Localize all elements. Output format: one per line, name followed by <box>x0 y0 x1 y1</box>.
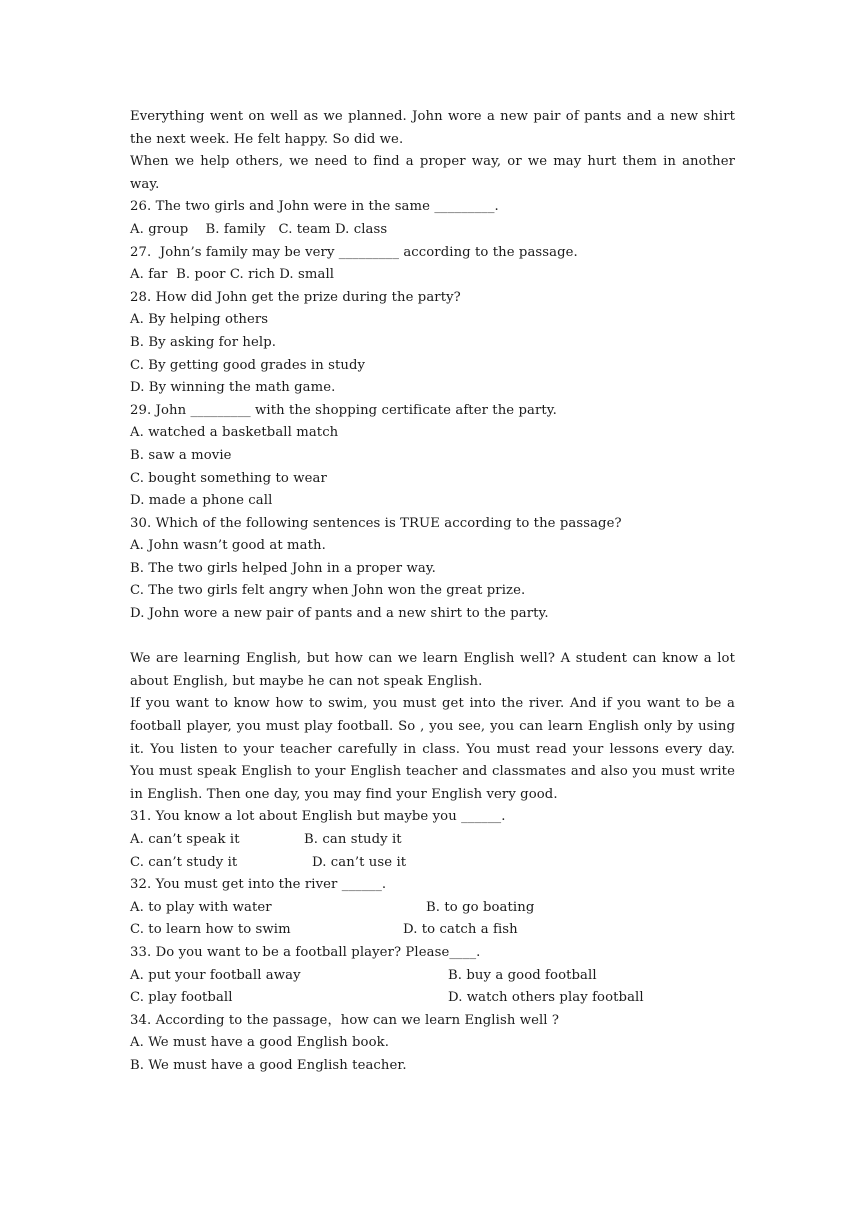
question-29-option-b: B. saw a movie <box>130 447 232 463</box>
question-31-options-row <box>130 852 735 875</box>
question-33-option-a: A. put your football away <box>130 967 301 983</box>
question-34-option-a: A. We must have a good English book. <box>130 1035 390 1051</box>
question-32-option-c: C. to learn how to swim <box>130 922 291 938</box>
question-30-option-b: B. The two girls helped John in a proper way. <box>130 560 436 576</box>
question-31-option-d: D. can’t use it <box>312 854 407 870</box>
question-31-options-row <box>130 829 735 852</box>
question-32-options-row <box>130 919 735 942</box>
passage-paragraph: When we help others, we need to find a proper way, or we may hurt them in another way. <box>130 154 735 192</box>
question-33-option-d: D. watch others play football <box>448 990 644 1006</box>
question-30-option-d: D. John wore a new pair of pants and a new shirt to the party. <box>130 606 549 622</box>
question-29-option-c: C. bought something to wear <box>130 470 327 486</box>
spacer <box>130 626 735 649</box>
question-32-option-a: A. to play with water <box>130 899 272 915</box>
question-33-option-b: B. buy a good football <box>448 967 597 983</box>
question-29-option-d: D. made a phone call <box>130 493 273 509</box>
question-32-option-b: B. to go boating <box>426 899 535 915</box>
question-31-option-c: C. can’t study it <box>130 854 238 870</box>
question-33-stem: 33. Do you want to be a football player? Please____. <box>130 944 481 960</box>
question-28-option-a: A. By helping others <box>130 312 269 328</box>
question-28-option-d: D. By winning the math game. <box>130 380 336 396</box>
question-26-stem: 26. The two girls and John were in the same _________. <box>130 199 499 215</box>
question-27-options: A. far B. poor C. rich D. small <box>130 267 335 283</box>
question-31-option-a: A. can’t speak it <box>130 832 240 847</box>
question-30-stem: 30. Which of the following sentences is TRUE according to the passage? <box>130 515 622 531</box>
question-31-stem: 31. You know a lot about English but maybe you ______. <box>130 809 506 825</box>
question-32-option-d: D. to catch a fish <box>403 922 518 938</box>
question-30-option-c: C. The two girls felt angry when John won the great prize. <box>130 583 526 599</box>
question-33-options-row <box>130 987 735 1010</box>
passage-paragraph: Everything went on well as we planned. John wore a new pair of pants and a new shirt the next week. He felt happy. So did we. <box>130 109 735 147</box>
question-34-option-b: B. We must have a good English teacher. <box>130 1057 407 1073</box>
question-26-options: A. group B. family C. team D. class <box>130 221 388 237</box>
question-28-option-b: B. By asking for help. <box>130 334 277 350</box>
question-32-options-row <box>130 897 735 920</box>
question-29-option-a: A. watched a basketball match <box>130 425 339 441</box>
question-28-stem: 28. How did John get the prize during the party? <box>130 289 461 305</box>
passage-paragraph: We are learning English, but how can we learn English well? A student can know a lot about English, but maybe he can not speak English. <box>130 651 735 689</box>
question-32-stem: 32. You must get into the river ______. <box>130 877 387 893</box>
question-30-option-a: A. John wasn’t good at math. <box>130 538 326 554</box>
question-31-option-b: B. can study it <box>304 832 402 847</box>
question-29-stem: 29. John _________ with the shopping certificate after the party. <box>130 402 557 418</box>
question-33-option-c: C. play football <box>130 990 233 1006</box>
passage-paragraph: If you want to know how to swim, you must get into the river. And if you want to be a football player, you must play football. So , you see, you can learn English only by using it. You listen to your teacher carefully in class. You must read your lessons every day. You must speak English to your English teacher and classmates and also you must write in English. Then one day, you may find your English very good. <box>130 696 735 802</box>
question-33-options-row <box>130 965 735 988</box>
question-34-stem: 34. According to the passage，how can we learn English well ? <box>130 1012 560 1028</box>
question-27-stem: 27. John’s family may be very _________ according to the passage. <box>130 244 578 260</box>
question-28-option-c: C. By getting good grades in study <box>130 357 366 373</box>
document-page <box>130 106 735 1078</box>
